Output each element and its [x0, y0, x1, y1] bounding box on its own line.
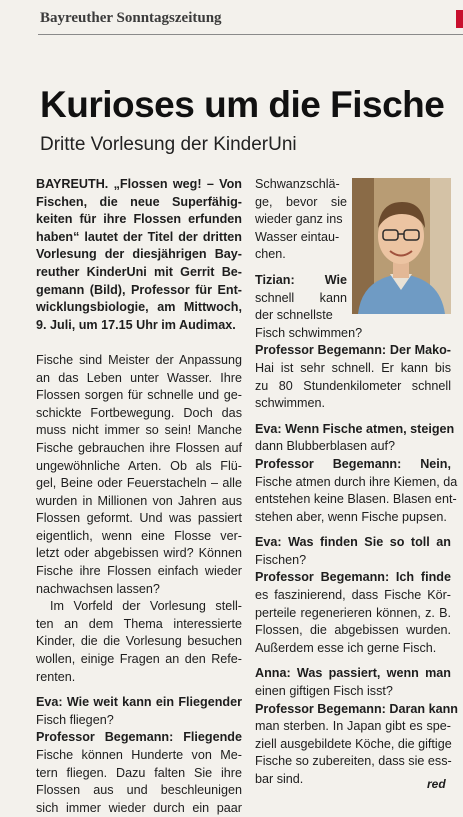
answer-line: Professor Begemann: Nein,	[255, 456, 451, 471]
intro-paragraph	[36, 176, 242, 334]
answer-line: Flossen aus und beschleunigen	[36, 783, 242, 798]
question-line: Anna: Was passiert, wenn man	[255, 666, 451, 681]
intro-line: 9. Juli, um 17.15 Uhr im Audimax.	[36, 317, 236, 332]
question-line: Fischen?	[255, 552, 307, 567]
qa-eva-bubbles	[255, 421, 458, 527]
body-line: Kinder, die die Vorlesung besuchen	[36, 634, 242, 649]
body-line: letzt oder abgebissen wird? Können	[36, 546, 242, 561]
body-line: wurden in Millionen von Jahren aus	[36, 493, 242, 508]
answer-line: zu 80 Stundenkilometer schnell	[255, 378, 451, 393]
qa-eva-fascination	[255, 534, 451, 657]
red-corner-mark	[456, 10, 463, 28]
intro-line: Vorlesung der diesjährigen Bay-	[36, 247, 242, 262]
body-line: wollen, einige Fragen an den Refe-	[36, 652, 242, 667]
body-line: schickte Fortbewegung. Doch das	[36, 405, 242, 420]
left-column	[36, 176, 242, 817]
answer-line: bar sind.	[255, 772, 304, 786]
article-headline: Kurioses um die Fische	[40, 84, 445, 125]
body-line: Fische sind Meister der Anpassung	[36, 352, 242, 367]
answer-line: es faszinierend, dass Fische Kör-	[255, 588, 451, 603]
question-line: Tizian: Wie	[255, 272, 347, 287]
body-line: Fische ihre Flossen einfach wieder	[36, 564, 242, 579]
answer-line: Flossen, die abgebissen wurden.	[255, 623, 451, 638]
question-line: einen giftigen Fisch isst?	[255, 684, 393, 699]
question-line: Eva: Wenn Fische atmen, steigen	[255, 421, 455, 436]
author-signature: red	[427, 777, 446, 791]
body-line: Flossen geformt. Und was passiert	[36, 511, 242, 526]
masthead	[38, 8, 463, 35]
answer-line: Professor Begemann: Der Mako-	[255, 343, 451, 358]
intro-line: reuther KinderUni mit Gerrit Be-	[36, 264, 242, 279]
body-paragraph-2	[36, 598, 242, 686]
body-line: eigentlich, wenn eine Flosse ver-	[36, 528, 242, 543]
body-line: an das Leben unter Wasser. Ihre	[36, 370, 242, 385]
answer-line: Professor Begemann: Fliegende	[36, 730, 242, 745]
right-column	[255, 176, 458, 789]
body-line: chen.	[255, 247, 286, 262]
body-line: Wasser eintau-	[255, 229, 340, 244]
body-paragraph-1	[36, 352, 242, 598]
intro-line: keiten für ihre Flossen erfunden	[36, 212, 242, 227]
answer-line: Fische so zubereiten, dass sie ess-	[255, 754, 452, 769]
body-line: Fische gebrauchen ihre Flossen auf	[36, 440, 242, 455]
question-line: Fisch schwimmen?	[255, 325, 363, 340]
body-line: ge, bevor sie	[255, 194, 347, 209]
intro-line: wicklungsbiologie, am Mittwoch,	[36, 300, 242, 315]
question-line: Fisch fliegen?	[36, 712, 114, 727]
answer-line: ziell ausgebildete Köche, die giftige	[255, 736, 452, 751]
answer-line: man sterben. In Japan gibt es spe-	[255, 719, 451, 734]
qa-anna	[255, 665, 458, 788]
answer-line: Professor Begemann: Ich finde	[255, 570, 451, 585]
answer-line: Professor Begemann: Daran kann	[255, 701, 458, 716]
qa-tizian	[255, 272, 451, 413]
body-line: Flossen sorgen für schnelle und ge-	[36, 388, 242, 403]
body-line: gel, Beine oder Feuerstacheln – alle	[36, 476, 242, 491]
body-line: wieder ganz ins	[255, 212, 343, 227]
question-line: der schnellste	[255, 308, 333, 323]
answer-line: Fische können Hunderte von Me-	[36, 748, 242, 762]
answer-line: Außerdem esse ich gerne Fisch.	[255, 640, 437, 655]
body-line: ten an dem Thema interessierte	[36, 616, 242, 631]
continued-paragraph	[255, 176, 347, 264]
body-line: Im Vorfeld der Vorlesung stell-	[50, 599, 242, 614]
body-line: muss nicht immer so sein! Manche	[36, 423, 242, 438]
intro-line: gemann (Bild), Professor für Ent-	[36, 282, 242, 297]
body-line: ungewöhnliche Arten. Ob als Flü-	[36, 458, 242, 473]
qa-flying-fish	[36, 694, 242, 817]
question-line: Eva: Wie weit kann ein Fliegender	[36, 695, 242, 710]
intro-line: haben“ lautet der Titel der dritten	[36, 229, 242, 244]
newspaper-name: Bayreuther Sonntagszeitung	[40, 10, 222, 26]
answer-line: Hai ist sehr schnell. Er kann bis	[255, 360, 451, 375]
intro-line: BAYREUTH. „Flossen weg! – Von	[36, 177, 242, 191]
answer-line: schwimmen.	[255, 396, 325, 411]
question-line: dann Blubberblasen auf?	[255, 439, 396, 454]
question-line: Eva: Was finden Sie so toll an	[255, 535, 451, 550]
answer-line: sich immer wieder durch ein paar	[36, 800, 242, 815]
body-line: renten.	[36, 669, 76, 684]
article-subhead: Dritte Vorlesung der KinderUni	[40, 134, 297, 155]
body-line: Schwanzschlä-	[255, 177, 340, 191]
answer-line: entstehen keine Blasen. Blasen ent-	[255, 492, 457, 507]
answer-line: Fische atmen durch ihre Kiemen, da	[255, 474, 458, 489]
question-line: schnell kann	[255, 290, 347, 305]
intro-line: Fischen, die neue Superfähig-	[36, 194, 242, 209]
answer-line: tern fliegen. Dazu falten Sie ihre	[36, 765, 242, 780]
answer-line: perteile regenerieren können, z. B.	[255, 605, 451, 620]
answer-line: stehen aber, wenn Fische pupsen.	[255, 509, 447, 524]
body-line: nachwachsen lassen?	[36, 581, 160, 596]
